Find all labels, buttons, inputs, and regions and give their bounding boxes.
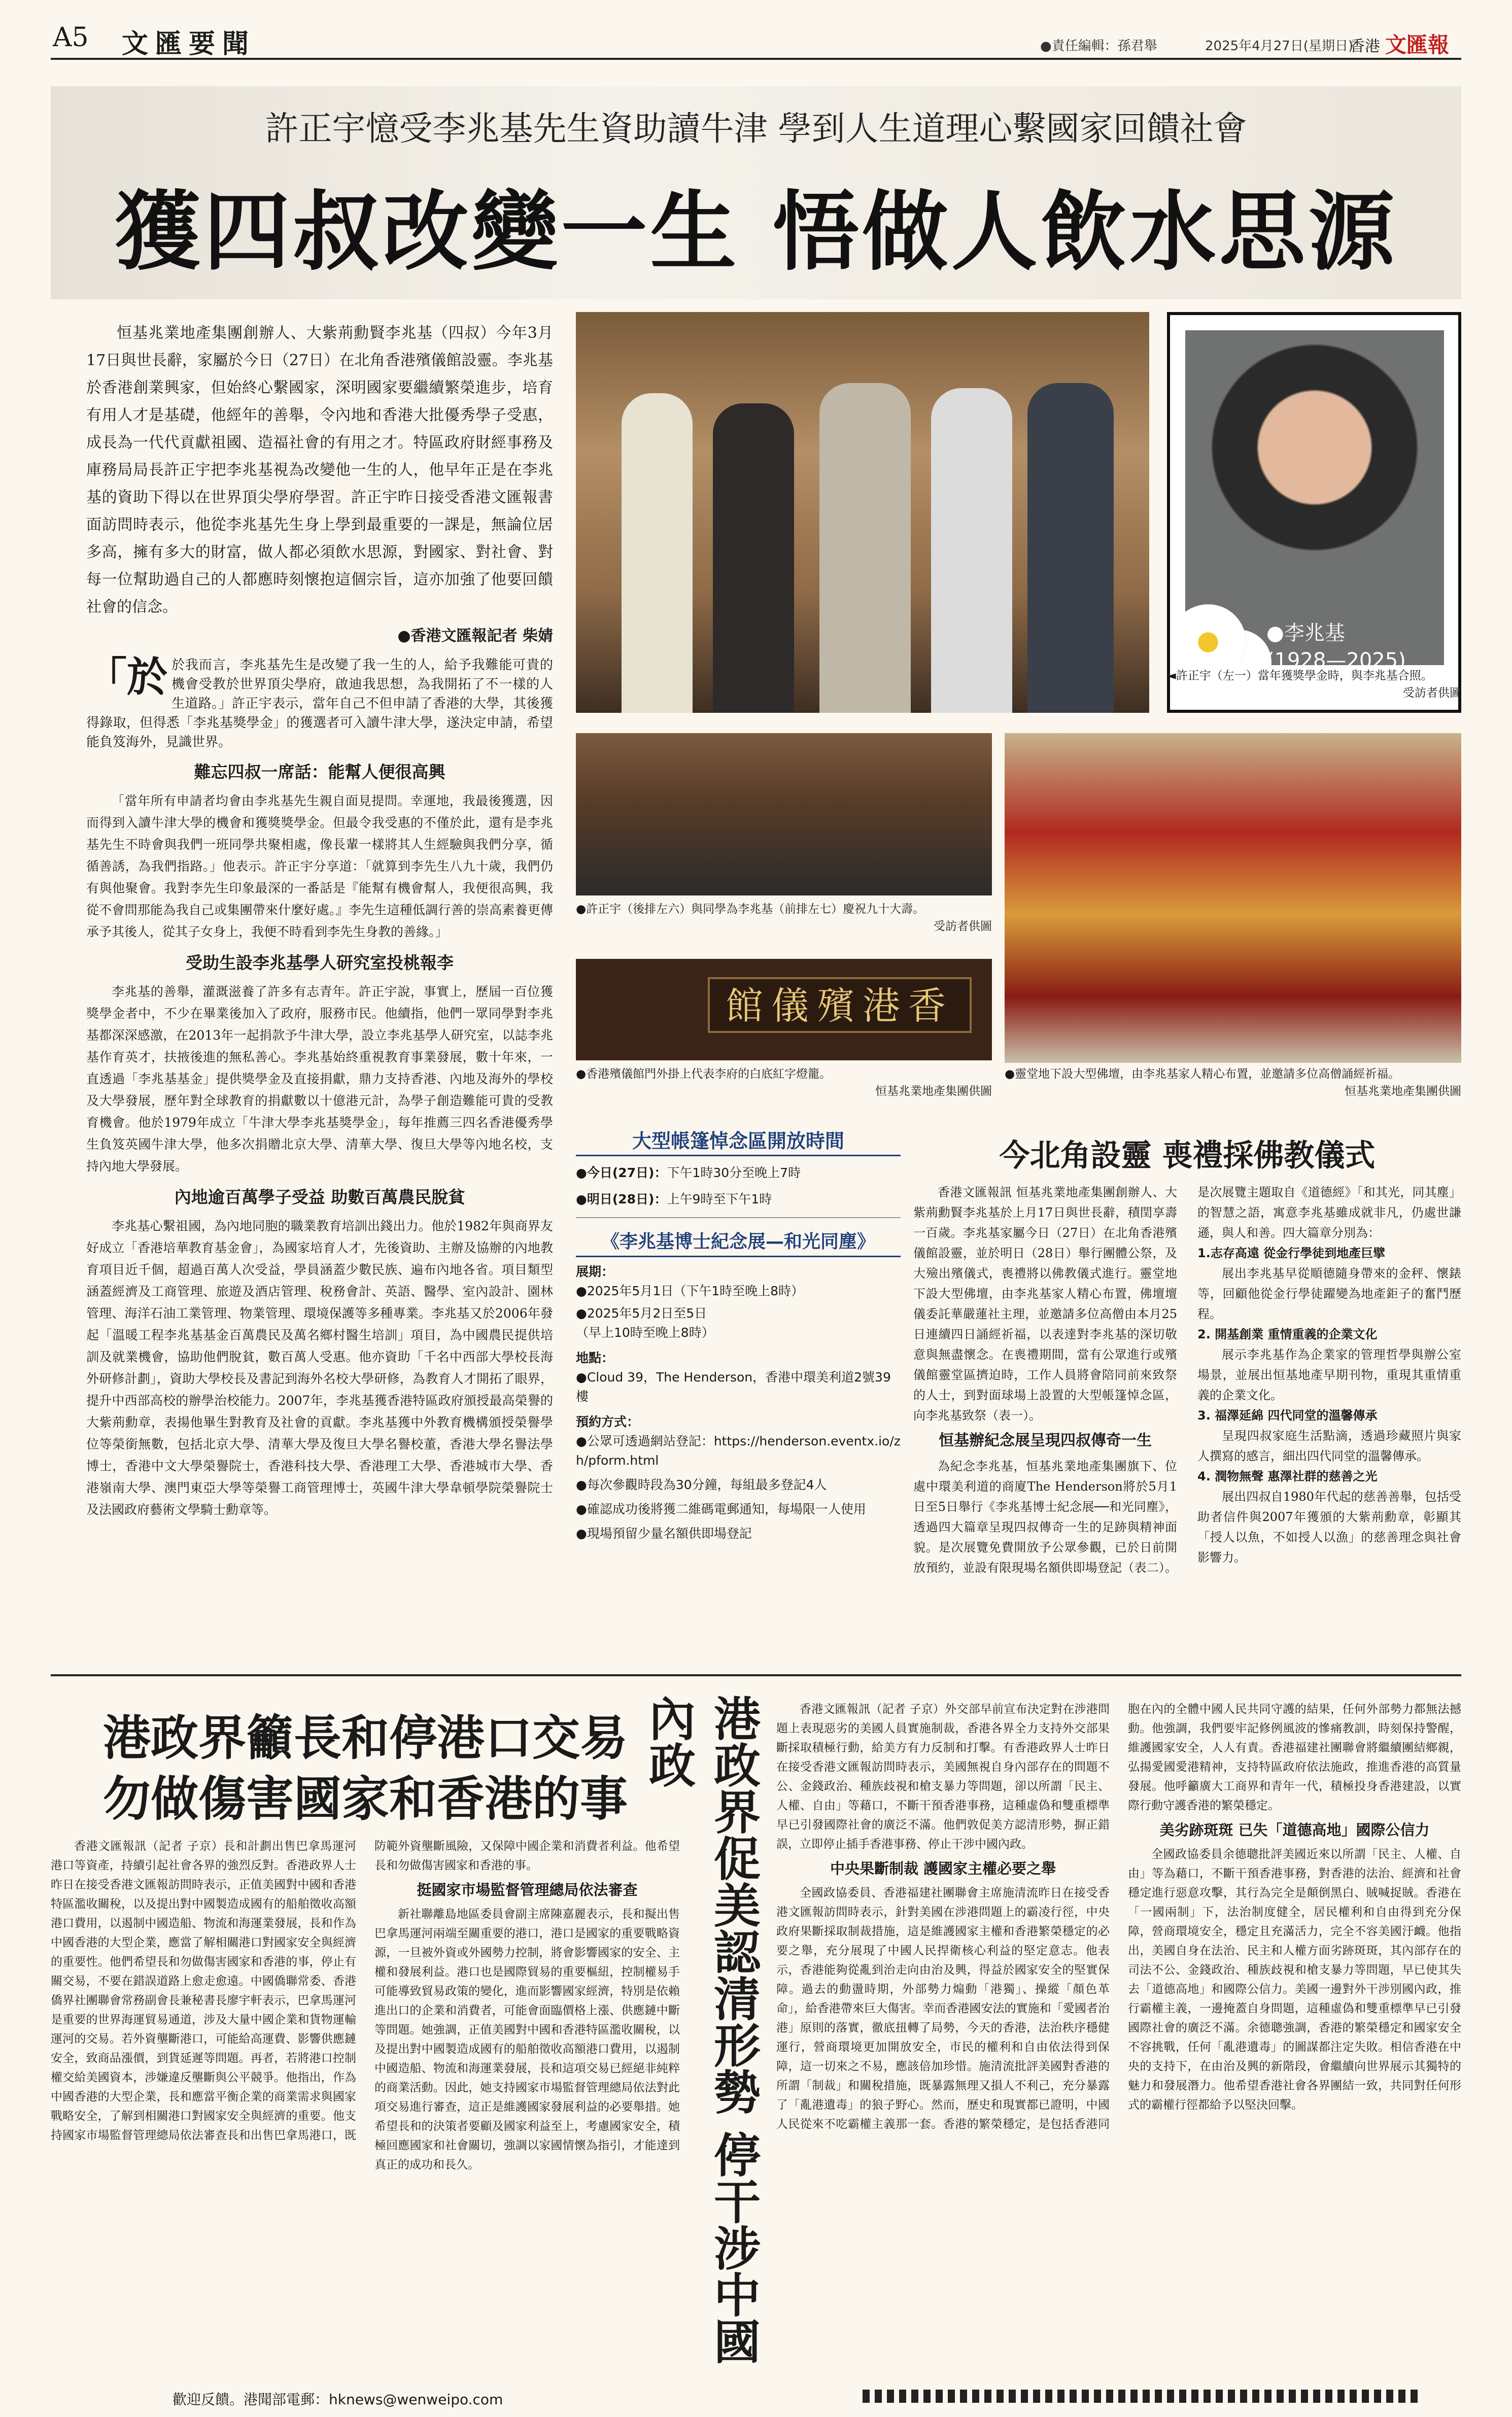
quote-text: 於我而言，李兆基先生是改變了我一生的人，給予我難能可貴的機會受教於世界頂尖學府，啟迪我思想，為我開拓了不一樣的人生道路。」許正宇表示，當年自己不但申請了香港的大學，其後獲得錄取，但得悉「李兆基獎學金」的獲選者可入讀牛津大學，遂決定申請，希望能負笈海外，見識世界。	[86, 658, 553, 750]
chapter-item-3	[1197, 1405, 1461, 1466]
photo-person-3	[819, 383, 911, 713]
exhibition-date-2: ●2025年5月2日至5日 （早上10時至晚上8時）	[576, 1306, 714, 1340]
subhead-3: 內地逾百萬學子受益 助數百萬農民脫貧	[174, 1187, 465, 1207]
bottom-text-right-3: 全國政協委員余德聰批評美國近來以所謂「民主、人權、自由」等為藉口，不斷干預香港事務，對香港的法治、經濟和社會穩定進行惡意攻擊，其行為完全是顛倒黑白、賊喊捉賊。香港在「一國兩制」下，法治制度健全，居民權利和自由得到充分保障，營商環境安全，穩定且充滿活力，完全不容美國汙衊。他指出，美國自身在法治、民主和人權方面劣跡斑斑，其內部存在的司法不公、金錢政治、種族歧視和槍支暴力等問題，早已使其失去「道德高地」和國際公信力。美國一邊對外干涉別國內政，推行霸權主義，一邊掩蓋自身問題，這種虛偽和雙重標準早已引發國際社會的廣泛不滿。余德聰強調，香港的繁榮穩定和國家安全不容挑戰，任何「亂港遺毒」的圖謀都注定失敗。相信香港在中央的支持下，在由治及興的新階段，會繼續向世界展示其獨特的魅力和發展潛力。他希望香港社會各界團結一致，共同對任何形式的霸權行徑都給予以堅決回擊。	[1128, 1848, 1461, 2112]
chapter-item-2	[1197, 1324, 1461, 1405]
buddhist-headline: 今北角設靈 喪禮採佛教儀式	[999, 1138, 1376, 1173]
brand-logo: 文匯報	[1385, 32, 1450, 57]
section-title: 文匯要聞	[122, 28, 256, 59]
buddhist-article	[913, 1131, 1461, 1654]
info-title-1: 大型帳篷悼念區開放時間	[576, 1131, 901, 1156]
booking-4: ●現場預留少量名額供即場登記	[576, 1526, 752, 1541]
booking-1: ●公眾可透過網站登記：https://henderson.eventx.io/zh/pform.html	[576, 1434, 901, 1468]
header-rule	[51, 58, 1461, 60]
booking-label: 預約方式：	[576, 1414, 640, 1429]
bottom-subhead-3: 美劣跡斑斑 已失「道德高地」國際公信力	[1159, 1821, 1430, 1839]
lead-intro-text: 恒基兆業地產集團創辦人、大紫荊勳賢李兆基（四叔）今年3月17日與世長辭，家屬於今日（27日）在北角香港殯儀館設靈。李兆基於香港創業興家，但始終心繫國家，深明國家要繼續繁榮進步，培育有用人才是基礎，他經年的善舉，令內地和香港大批優秀學子受惠，成長為一代代貢獻祖國、造福社會的有用之才。特區政府財經事務及庫務局局長許正宇把李兆基視為改變他一生的人，他早年正是在李兆基的資助下得以在世界頂尖學府學習。許正宇昨日接受香港文匯報書面訪問時表示，他從李兆基先生身上學到最重要的一課是，無論位居多高，擁有多大的財富，做人都必須飲水思源，對國家、對社會、對每一位幫助過自己的人都應時刻懷抱這個宗旨，這亦加強了他要回饋社會的信念。	[86, 324, 553, 616]
info-tomorrow	[576, 1190, 901, 1218]
photo-person-5	[1027, 383, 1114, 713]
lead-byline: ●香港文匯報記者 柴婧	[397, 627, 553, 645]
info-today-label: ●今日(27日)：	[576, 1165, 667, 1180]
quote-initial: 「於	[86, 653, 167, 701]
info-tomorrow-time: 上午9時至下午1時	[667, 1192, 772, 1206]
vertical-headline: 港政界促美認清形勢 停干涉中國內政	[641, 1695, 761, 2365]
hall-photo-credit: 恒基兆業地產集團供圖	[1345, 1085, 1461, 1098]
sign-photo-caption-text: ●香港殯儀館門外掛上代表李府的白底紅字燈籠。	[576, 1067, 832, 1081]
exhibition-label: 展期：	[576, 1264, 614, 1279]
portrait-frame	[1167, 312, 1461, 713]
booking-2: ●每次參觀時段為30分鐘，每組最多登記4人	[576, 1477, 827, 1492]
bottom-text-left: 香港文匯報訊（記者 子京）長和計劃出售巴拿馬運河港口等資產，持續引起社會各界的強烈反對。香港政界人士昨日在接受香港文匯報訪問時表示，正值美國對中國和香港特區濫收關稅，以及提出對中國製造成國有的船舶徵收高額港口費用，以遏制中國造船、物流和海運業發展，長和作為中國香港的大型企業，應當了解相關港口對國家安全與經濟的重要性。他們希望長和勿做傷害國家和香港的事，停止有關交易，不要在錯誤道路上愈走愈遠。中國僑聯常委、香港僑界社團聯會常務副會長兼秘書長廖宇軒表示，巴拿馬運河是重要的世界海運貿易通道，涉及大量中國企業和貨物運輸運河的交易。若外資壟斷港口，可能給高運費、影響供應鏈安全，致商品漲價，到貨延遲等問題。再者，若將港口控制權交給美國資本，涉嫌違反壟斷與公平競爭。他指出，作為中國香港的大型企業，長和應當平衡企業的商業需求與國家戰略安全，了解到相關港口對國家安全與經濟的重要。他支持國家市場監督管理總局依法審查長和出售巴拿馬港口，既防範外資壟斷風險，又保障中國企業和消費者利益。他希望長和勿做傷害國家和香港的事。	[51, 1840, 680, 2142]
chapter-text-3: 呈現四叔家庭生活點滴，透過珍藏照片與家人撰寫的感言，細出四代同堂的溫馨傳承。	[1197, 1429, 1461, 1463]
issue-date: 2025年4月27日(星期日)	[1205, 39, 1354, 54]
subhead-2: 受助生設李兆基學人研究室投桃報李	[186, 953, 454, 973]
photo-person-2	[713, 403, 794, 713]
lead-title-area	[51, 86, 1461, 299]
photo-person-1	[622, 393, 693, 713]
main-photo-caption	[1167, 667, 1461, 702]
editor-credit: ●責任編輯：孫君舉	[1040, 39, 1157, 54]
memorial-hall-photo	[1005, 733, 1461, 1063]
footer-feedback: 歡迎反饋。港聞部電郵：hknews@wenweipo.com	[173, 2391, 503, 2408]
bottom-left-article	[51, 1837, 680, 2374]
exhibition-date-1: ●2025年5月1日（下午1時至晚上8時）	[576, 1284, 804, 1298]
chapter-title-1: 1.志存高遠 從金行學徒到地產巨擘	[1197, 1246, 1386, 1260]
quote-block	[86, 655, 553, 752]
lead-text-2	[86, 981, 553, 1177]
page-header	[0, 0, 1512, 61]
main-photo	[576, 312, 1149, 713]
section-divider	[51, 1674, 1461, 1676]
lead-text-2-p: 李兆基的善舉，灌溉滋養了許多有志青年。許正宇說，事實上，歷屆一百位獲獎學金者中，不少在畢業後加入了政府，服務市民。他續指，他們一眾同學對李兆基都深深感激，在2013年一起捐款予牛津大學，設立李兆基學人研究室，以誌李兆基作育英才，扶掖後進的無私善心。李兆基始終重視教育事業發展，數十年來，一直透過「李兆基基金」提供獎學金及直接捐獻，鼎力支持香港、內地及海外的學校及大學發展，歷年對全球教育的捐獻數以十億港元計，為學子創造難能可貴的受教育機會。他於1979年成立「牛津大學李兆基獎學金」，每年推薦三四名香港優秀學生負笈英國牛津大學，他多次捐贈北京大學、清華大學、復旦大學等內地名校，支持內地大學發展。	[86, 984, 553, 1173]
buddhist-columns	[913, 1182, 1461, 1578]
venue-text: ●Cloud 39，The Henderson，香港中環美利道2號39樓	[576, 1370, 891, 1404]
footer	[51, 2385, 1461, 2410]
color-registration-bar	[863, 2390, 1421, 2403]
funeral-sign-text: 館儀殯港香	[726, 984, 954, 1028]
booking-3: ●確認成功後將獲二維碼電郵通知，每場限一人使用	[576, 1502, 866, 1516]
buddhist-text-2: 為紀念李兆基，恒基兆業地產集團旗下、位處中環美利道的商廈The Henderson將於5月1日至5日舉行《李兆基博士紀念展──和光同塵》，透過四大篇章呈現四叔傳奇一生的足跡與精神面貌。是次展覽免費開放予公眾參觀，已於日前開放預約，並設有限現場名額供即場登記（表二）。是次展覽主題取自《道德經》「和其光，同其塵」的智慧之語，寓意李兆基雖成就非凡，仍處世謙遜，與人和善。四大篇章分別為：	[913, 1185, 1461, 1575]
bottom-text-right-1: 香港文匯報訊（記者 子京）外交部早前宣布決定對在涉港問題上表現惡劣的美國人員實施制裁，香港各界全力支持外交部果斷採取積極行動，給美方有力反制和打擊。有香港政界人士昨日在接受香港文匯報訪問時表示，美國無視自身內部存在的問題不公、金錢政治、種族歧視和槍支暴力等問題，卻以所謂「民主、人權、自由」等藉口，不斷干預香港事務，這種虛偽和雙重標準早已引發國際社會的廣泛不滿。他們敦促美方認清形勢，摒正錯誤，立即停止插手香港事務、停止干涉中國內政。	[776, 1703, 1110, 1851]
funeral-sign-photo	[576, 959, 992, 1060]
hall-photo-caption	[1005, 1065, 1461, 1100]
lead-text-column	[86, 320, 553, 1654]
bottom-text-mid: 新社聯離島地區委員會副主席陳嘉麗表示，長和擬出售巴拿馬運河兩端至關重要的港口，港口是國家的重要戰略資源，一旦被外資或外國勢力控制，將會影響國家的安全、主權和發展利益。港口也是國際貿易的重要樞紐，控制權易手可能導致貿易政策的變化，進而影響國家經濟，特別是依賴進出口的企業和消費者，可能會面臨價格上漲、供應鏈中斷等問題。她強調，正值美國對中國和香港特區濫收關稅，以及提出對中國製造成國有的船舶徵收高額港口費用，以遏制中國造船、物流和海運業發展，長和這項交易已經絕非純粹的商業活動。因此，她支持國家市場監督管理總局依法對此項交易進行審查，這正是維護國家發展利益的必要舉措。她希望長和的決策者要顧及國家利益至上，考慮國家安全，積極回應國家和社會關切，強調以家國情懷為指引，才能達到真正的成功和長久。	[374, 1908, 680, 2171]
page-number: A5	[53, 22, 89, 53]
info-today-time: 下午1時30分至晚上7時	[667, 1165, 801, 1180]
subhead-1: 難忘四叔一席話：能幫人便很高興	[194, 762, 445, 782]
group-photo	[576, 733, 992, 895]
chapter-item-4	[1197, 1466, 1461, 1568]
lead-kicker: 許正宇憶受李兆基先生資助讀牛津 學到人生道理心繫國家回饋社會	[265, 109, 1247, 148]
lead-text-1-p: 「當年所有申請者均會由李兆基先生親自面見提問。幸運地，我最後獲選，因而得到入讀牛津大學的機會和獲獎獎學金。但最令我受惠的不僅於此，還有是李兆基先生不時會與我們一班同學共聚相處，像長輩一樣將其人生經驗與我們分享，循循善誘，為我們指路。」他表示。許正宇分享道：「就算到李先生八九十歲，我們仍有與他聚會。我對李先生印象最深的一番話是『能幫有機會幫人，我便很高興，我從不會問那能為我自己或集團帶來什麼好處。』李先生這種低調行善的崇高素養更傳承予其後人，從其子女身上，我便不時看到李先生身教的善緣。」	[86, 793, 553, 939]
info-box	[576, 1131, 901, 1654]
group-photo-caption	[576, 901, 992, 935]
bottom-subhead-2: 中央果斷制裁 護國家主權必要之舉	[830, 1860, 1056, 1877]
chapter-title-4: 4. 潤物無聲 惠澤社群的慈善之光	[1197, 1469, 1378, 1483]
group-photo-caption-text: ●許正宇（後排左六）與同學為李兆基（前排左七）慶祝九十大壽。	[576, 903, 925, 916]
bottom-headline-1: 港政界籲長和停港口交易	[102, 1710, 628, 1766]
chapter-title-2: 2. 開基創業 重情重義的企業文化	[1197, 1327, 1378, 1341]
venue-label: 地點：	[576, 1351, 614, 1365]
lead-text-3-p: 李兆基心繫祖國，為內地同胞的職業教育培訓出錢出力。他於1982年與商界友好成立「香港培華教育基金會」，為國家培育人才，先後資助、主辦及協辦的內地教育項目近千個，超過百萬人次受益，學員涵蓋少數民族、遍布內地各省。項目類型涵蓋經濟及工商管理、旅遊及酒店管理、稅務會計、英語、醫學、室內設計、園林管理、海洋石油工業管理、物業管理、環境保護等多種專業。李兆基又於2006年發起「溫暖工程李兆基基金百萬農民及萬名鄉村醫生培訓」項目，為中國農民提供培訓及就業機會，協助他們脫貧，數百萬人受惠。他亦資助「千名中西部大學校長海外研修計劃」，資助大學校長及書記到海外名校大學研修，為教育人才開拓了眼界，提升中西部高校的辦學治校能力。2007年，李兆基獲香港特區政府頒授最高榮譽的大紫荊勳章，表揚他畢生對教育及社會的貢獻。李兆基獲中外教育機構頒授榮譽學位等榮銜無數，包括北京大學、清華大學及復旦大學名譽校董，香港大學名譽法學博士，香港中文大學榮譽院士，香港科技大學、香港理工大學、香港城市大學、香港嶺南大學、澳門東亞大學等榮譽工商管理博士，英國牛津大學韋頓學院榮譽院士及法國政府藝術文學騎士勳章等。	[86, 1219, 553, 1517]
buddhist-subhead: 恒基辦紀念展呈現四叔傳奇一生	[939, 1432, 1152, 1449]
main-photo-caption-text: ◄許正宇（左一）當年獲獎學金時，與李兆基合照。	[1167, 669, 1433, 682]
lead-text-1	[86, 790, 553, 943]
region-label: 香港	[1350, 38, 1380, 55]
buddhist-text-1: 香港文匯報訊 恒基兆業地產集團創辦人、大紫荊勳賢李兆基於上月17日與世長辭，積閏享壽一百歲。李兆基家屬今日（27日）在北角香港殯儀館設靈，並於明日（28日）舉行團體公祭，及大殮出殯儀式，喪禮將以佛教儀式進行。靈堂地下設大型佛壇，由李兆基家人精心布置，佛壇壇儀委託華嚴蓮社主理，並邀請多位高僧由本月25日連續四日誦經祈福，以表達對李兆基的深切敬意與無盡懷念。在喪禮期間，當有公眾進行或殯儀館靈堂區擠迫時，工作人員將會陪同前來致祭的人士，到對面球場上設置的大型帳篷悼念區，向李兆基致祭（表一）。	[913, 1185, 1177, 1423]
portrait-caption: ●李兆基 (1928—2025)	[1266, 621, 1406, 672]
lead-intro	[86, 320, 553, 621]
hall-photo-caption-text: ●靈堂地下設大型佛壇，由李兆基家人精心布置，並邀請多位高僧誦經祈福。	[1005, 1067, 1400, 1081]
bottom-headline-2: 勿做傷害國家和香港的事	[102, 1771, 628, 1827]
bottom-subhead-1: 挺國家市場監督管理總局依法審查	[417, 1881, 638, 1898]
funeral-sign-board	[708, 977, 972, 1033]
bottom-right-article	[776, 1700, 1461, 2374]
group-photo-credit: 受訪者供圖	[934, 920, 992, 933]
lead-headline: 獲四叔改變一生 悟做人飲水思源	[114, 181, 1398, 283]
chapter-title-3: 3. 福澤延綿 四代同堂的溫馨傳承	[1197, 1408, 1378, 1423]
chapter-text-2: 展示李兆基作為企業家的管理哲學與辦公室場景，並展出恒基地產早期刊物，重現其重情重義的企業文化。	[1197, 1348, 1461, 1402]
info-tomorrow-label: ●明日(28日)：	[576, 1192, 667, 1206]
main-photo-credit: 受訪者供圖	[1403, 686, 1461, 700]
info-title-2: 《李兆基博士紀念展—和光同塵》	[576, 1232, 901, 1257]
bottom-text-right-2: 全國政協委員、香港福建社團聯會主席施清流昨日在接受香港文匯報訪問時表示，針對美國在涉港問題上的霸凌行徑，中央政府果斷採取制裁措施，這是維護國家主權和香港繁榮穩定的必要之舉，充分展現了中國人民捍衛核心利益的堅定意志。他表示，香港能夠從亂到治走向由治及興，得益於國家安全的堅實保障。過去的動盪時期，外部勢力煽動「港獨」、操縱「顏色革命」，給香港帶來巨大傷害。幸而香港國安法的實施和「愛國者治港」原則的落實，徹底扭轉了局勢，今天的香港，法治秩序穩健運行，營商環境更加開放安全，市民的權利和自由依法得到保障，這一切來之不易，應該倍加珍惜。施清流批評美國對香港的所謂「制裁」和關稅措施，既暴露無理又損人不利己，充分暴露了「亂港遺毒」的狼子野心。然而，歷史和現實都已證明，中國人民從來不吃霸權主義那一套。香港的繁榮穩定，是包括香港同胞在內的全體中國人民共同守護的結果，任何外部勢力都無法撼動。他強調，我們要牢記修例風波的慘痛教訓，時刻保持警醒，維護國家安全，人人有責。香港福建社團聯會將繼續團結鄉親，弘揚愛國愛港精神，支持特區政府依法施政，推進香港的高質量發展。他呼籲廣大工商界和青年一代，積極投身香港建設，以實際行動守護香港的繁榮穩定。	[776, 1703, 1461, 2131]
photo-person-4	[931, 388, 1012, 713]
chapter-text-1: 展出李兆基早從順德隨身帶來的金秤、懷錶等，回顧他從金行學徒躍變為地產鉅子的奮鬥歷程。	[1197, 1266, 1461, 1321]
chapter-item-1	[1197, 1243, 1461, 1324]
chapter-text-4: 展出四叔自1980年代起的慈善善舉，包括受助者信件與2007年獲頒的大紫荊勳章，彰顯其「授人以魚，不如授人以漁」的慈善理念與社會影響力。	[1197, 1490, 1461, 1565]
sign-photo-caption	[576, 1065, 992, 1100]
info-today	[576, 1163, 901, 1183]
sign-photo-credit: 恒基兆業地產集團供圖	[875, 1085, 992, 1098]
lead-text-3	[86, 1215, 553, 1521]
